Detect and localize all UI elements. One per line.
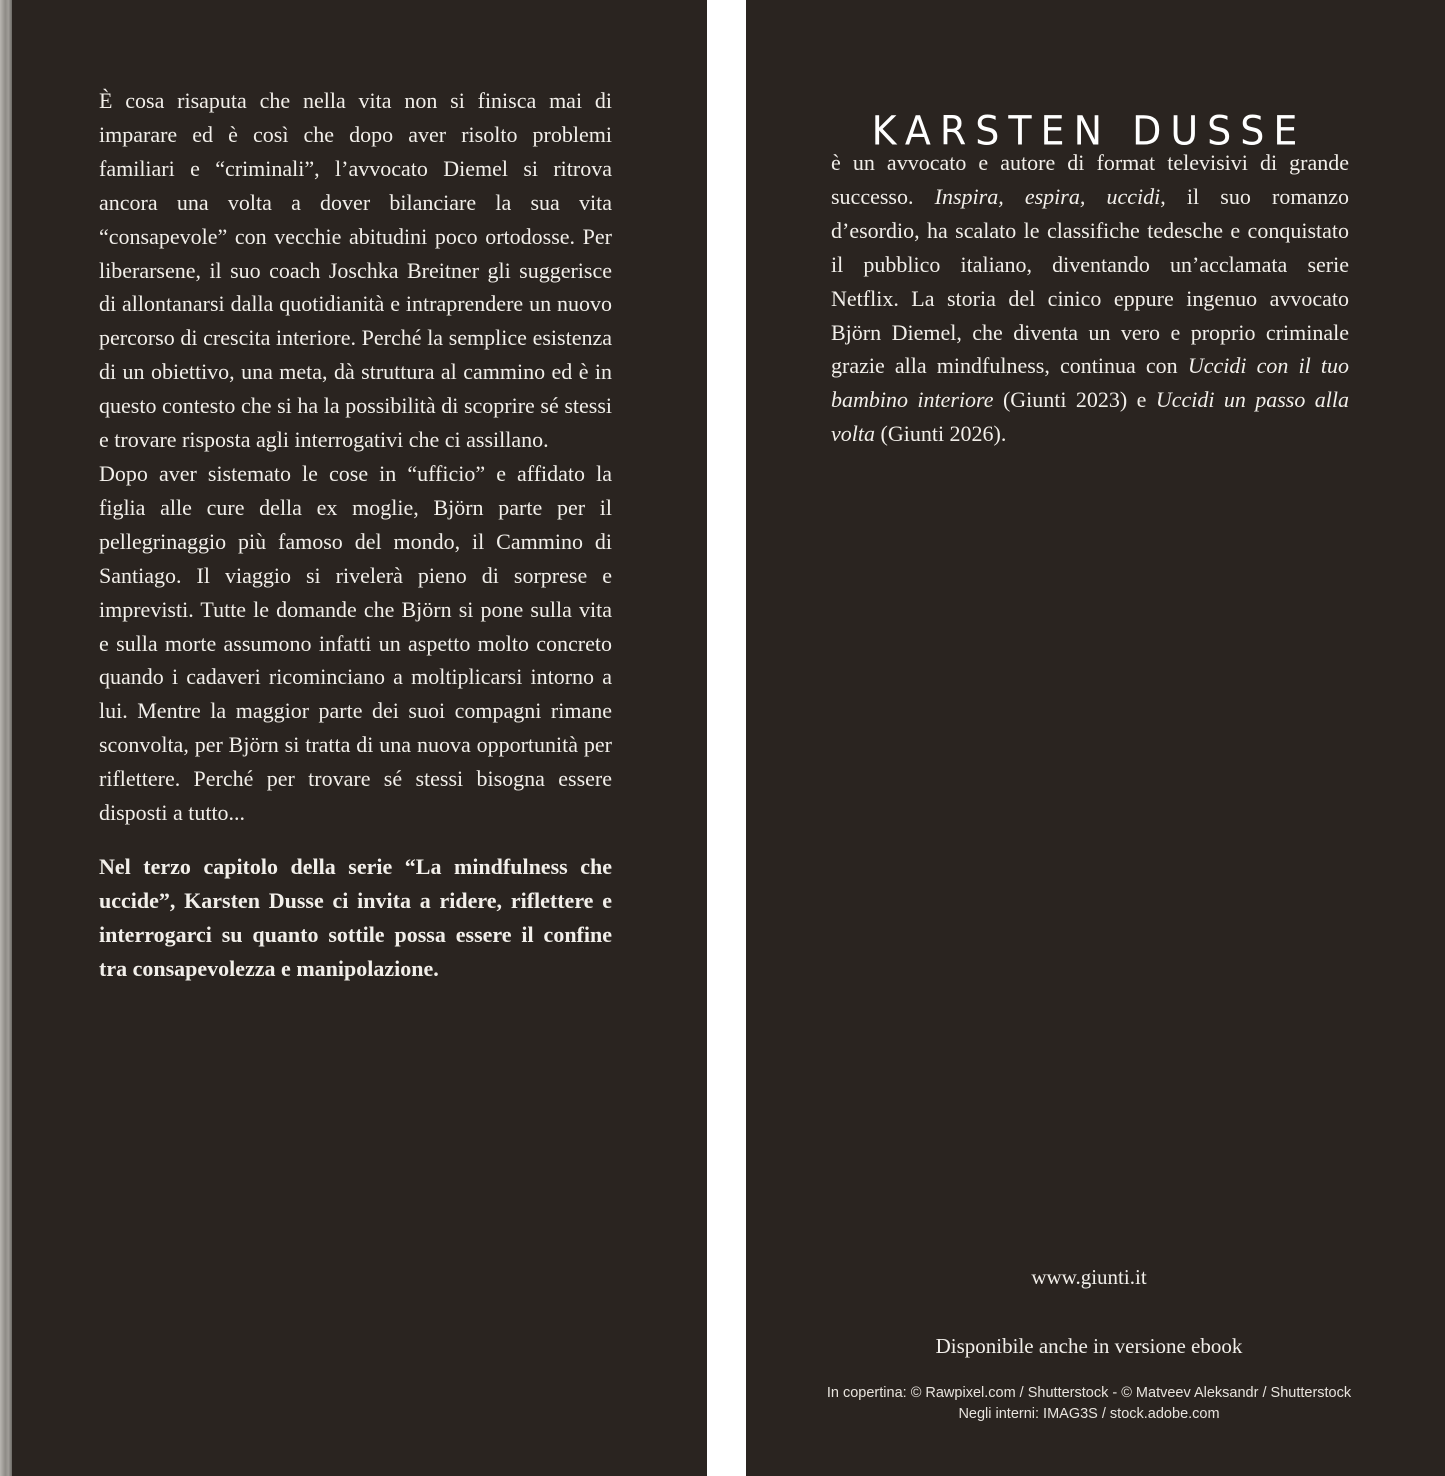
bio-text-3: (Giunti 2023) e — [993, 387, 1156, 413]
ebook-note: Disponibile anche in versione ebook — [935, 1334, 1243, 1358]
bio-text-4: (Giunti 2026). — [875, 421, 1007, 447]
tagline: Nel terzo capitolo della serie “La mindfulness che uccide”, Karsten Dusse ci invita a ridere, riflettere e interrogarci su quanto sottile possa essere il confine tra consapevolezza e manipolazione. — [99, 853, 612, 981]
author-name: KARSTEN DUSSE — [871, 108, 1307, 155]
author-bio — [831, 146, 1349, 451]
synopsis-paragraph-2: Dopo aver sistemato le cose in “ufficio” e affidato la figlia alle cure della ex moglie, Björn parte per il pellegrinaggio più famoso del mondo, il Cammino di Santiago. Il viaggio si rivelerà pieno di sorprese e imprevisti. Tutte le domande che Björn si pone sulla vita e sulla morte assumono infatti un aspetto molto concreto quando i cadaveri ricominciano a moltiplicarsi intorno a lui. Mentre la maggior parte dei suoi compagni rimane sconvolta, per Björn si tratta di una nuova opportunità per riflettere. Perché per trovare sé stessi bisogna essere disposti a tutto... — [99, 460, 612, 826]
bio-text-2: , il suo romanzo d’esordio, ha scalato le classifiche tedesche e conquistato il pubblico italiano, diventando un’acclamata serie Netflix. La storia del cinico eppure ingenuo avvocato Björn Diemel, che diventa un vero e proprio criminale grazie alla mindfulness, continua con — [831, 183, 1349, 379]
publisher-website: www.giunti.it — [1031, 1265, 1147, 1289]
interior-credit: Negli interni: IMAG3S / stock.adobe.com — [958, 1406, 1220, 1422]
image-credits — [746, 1383, 1432, 1425]
bio-text-1: è un avvocato e autore di format televisivi di grande successo. — [831, 150, 1349, 209]
synopsis-paragraph-1: È cosa risaputa che nella vita non si finisca mai di imparare ed è così che dopo aver risolto problemi familiari e “criminali”, l’avvocato Diemel si ritrova ancora una volta a dover bilanciare la sua vita “consapevole” con vecchie abitudini poco ortodosse. Per liberarsene, il suo coach Joschka Breitner gli suggerisce di allontanarsi dalla quotidianità e intraprendere un nuovo percorso di crescita interiore. Perché la semplice esistenza di un obiettivo, una meta, dà struttura al cammino ed è in questo contesto che si ha la possibilità di scoprire sé stessi e trovare risposta agli interrogativi che ci assillano. — [99, 88, 612, 453]
book-title-2: Uccidi con il tuo bambino interiore — [831, 353, 1350, 413]
book-title-3: Uccidi un passo alla volta — [831, 387, 1349, 447]
cover-stone-edge — [0, 0, 12, 1476]
back-cover-panel — [12, 0, 707, 1476]
book-title-1: Inspira, espira, uccidi — [934, 183, 1161, 209]
synopsis — [99, 84, 612, 986]
author-flap-panel — [746, 0, 1445, 1476]
cover-credit: In copertina: © Rawpixel.com / Shutterstock - © Matveev Aleksandr / Shutterstock — [826, 1385, 1352, 1401]
